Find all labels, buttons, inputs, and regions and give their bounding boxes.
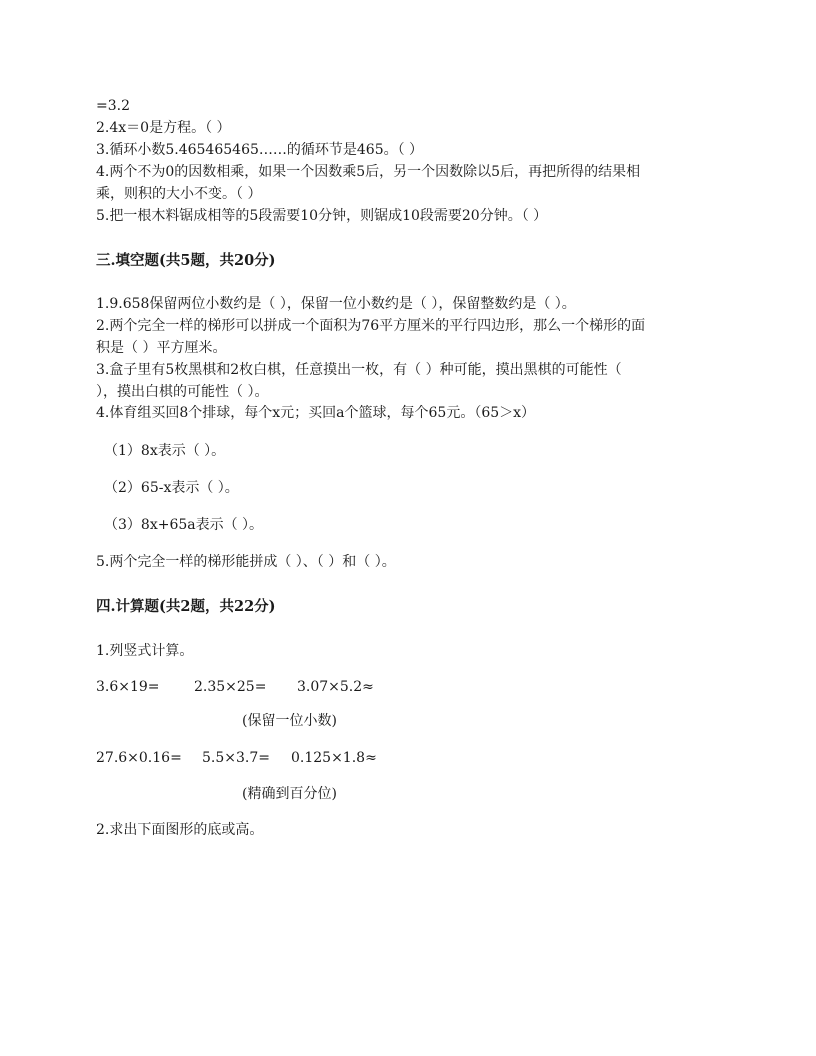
section-heading-fill-blank: 三.填空题(共5题，共20分) (96, 252, 276, 269)
calc-expression: 27.6×0.16= (96, 750, 182, 766)
calc-row-2 (96, 748, 716, 768)
fill-item-3: 3.盒子里有5枚黑棋和2枚白棋，任意摸出一枚，有（ ）种可能，摸出黑棋的可能性（ (96, 362, 622, 378)
calc-note-2: (精确到百分位) (242, 786, 337, 802)
calc-question-1: 1.列竖式计算。 (96, 643, 194, 659)
calc-expression: 2.35×25= (194, 679, 267, 695)
fill-item-3-cont: ），摸出白棋的可能性（ ）。 (96, 384, 269, 400)
continuation-line: =3.2 (96, 98, 130, 114)
fill-item-4: 4.体育组买回8个排球，每个x元；买回a个篮球，每个65元。（65＞x） (96, 405, 536, 421)
judge-item-4: 4.两个不为0的因数相乘，如果一个因数乘5后，另一个因数除以5后，再把所得的结果相 (96, 164, 641, 180)
fill-item-4-sub-3: （3）8x+65a表示（ ）。 (104, 517, 264, 533)
fill-item-2: 2.两个完全一样的梯形可以拼成一个面积为76平方厘米的平行四边形，那么一个梯形的面 (96, 318, 646, 334)
fill-item-4-sub-1: （1）8x表示（ ）。 (104, 443, 226, 459)
fill-item-1: 1.9.658保留两位小数约是（ ），保留一位小数约是（ ），保留整数约是（ ）。 (96, 296, 576, 312)
calc-note-1: (保留一位小数) (242, 713, 337, 729)
judge-item-5: 5.把一根木料锯成相等的5段需要10分钟，则锯成10段需要20分钟。（ ） (96, 208, 548, 224)
calc-question-2: 2.求出下面图形的底或高。 (96, 822, 264, 838)
judge-item-3: 3.循环小数5.465465465……的循环节是465。（ ） (96, 142, 424, 158)
calc-row-1 (96, 677, 716, 697)
section-heading-calculation: 四.计算题(共2题，共22分) (96, 598, 276, 615)
judge-item-2: 2.4x＝0是方程。（ ） (96, 120, 231, 136)
fill-item-4-sub-2: （2）65-x表示（ ）。 (104, 480, 239, 496)
calc-expression: 0.125×1.8≈ (291, 750, 377, 766)
judge-item-4-cont: 乘，则积的大小不变。（ ） (96, 186, 262, 202)
fill-item-2-cont: 积是（ ）平方厘米。 (96, 340, 227, 356)
fill-item-5: 5.两个完全一样的梯形能拼成（ ）、（ ）和（ ）。 (96, 554, 396, 570)
calc-expression: 5.5×3.7= (202, 750, 270, 766)
calc-expression: 3.6×19= (96, 679, 160, 695)
calc-expression: 3.07×5.2≈ (297, 679, 374, 695)
